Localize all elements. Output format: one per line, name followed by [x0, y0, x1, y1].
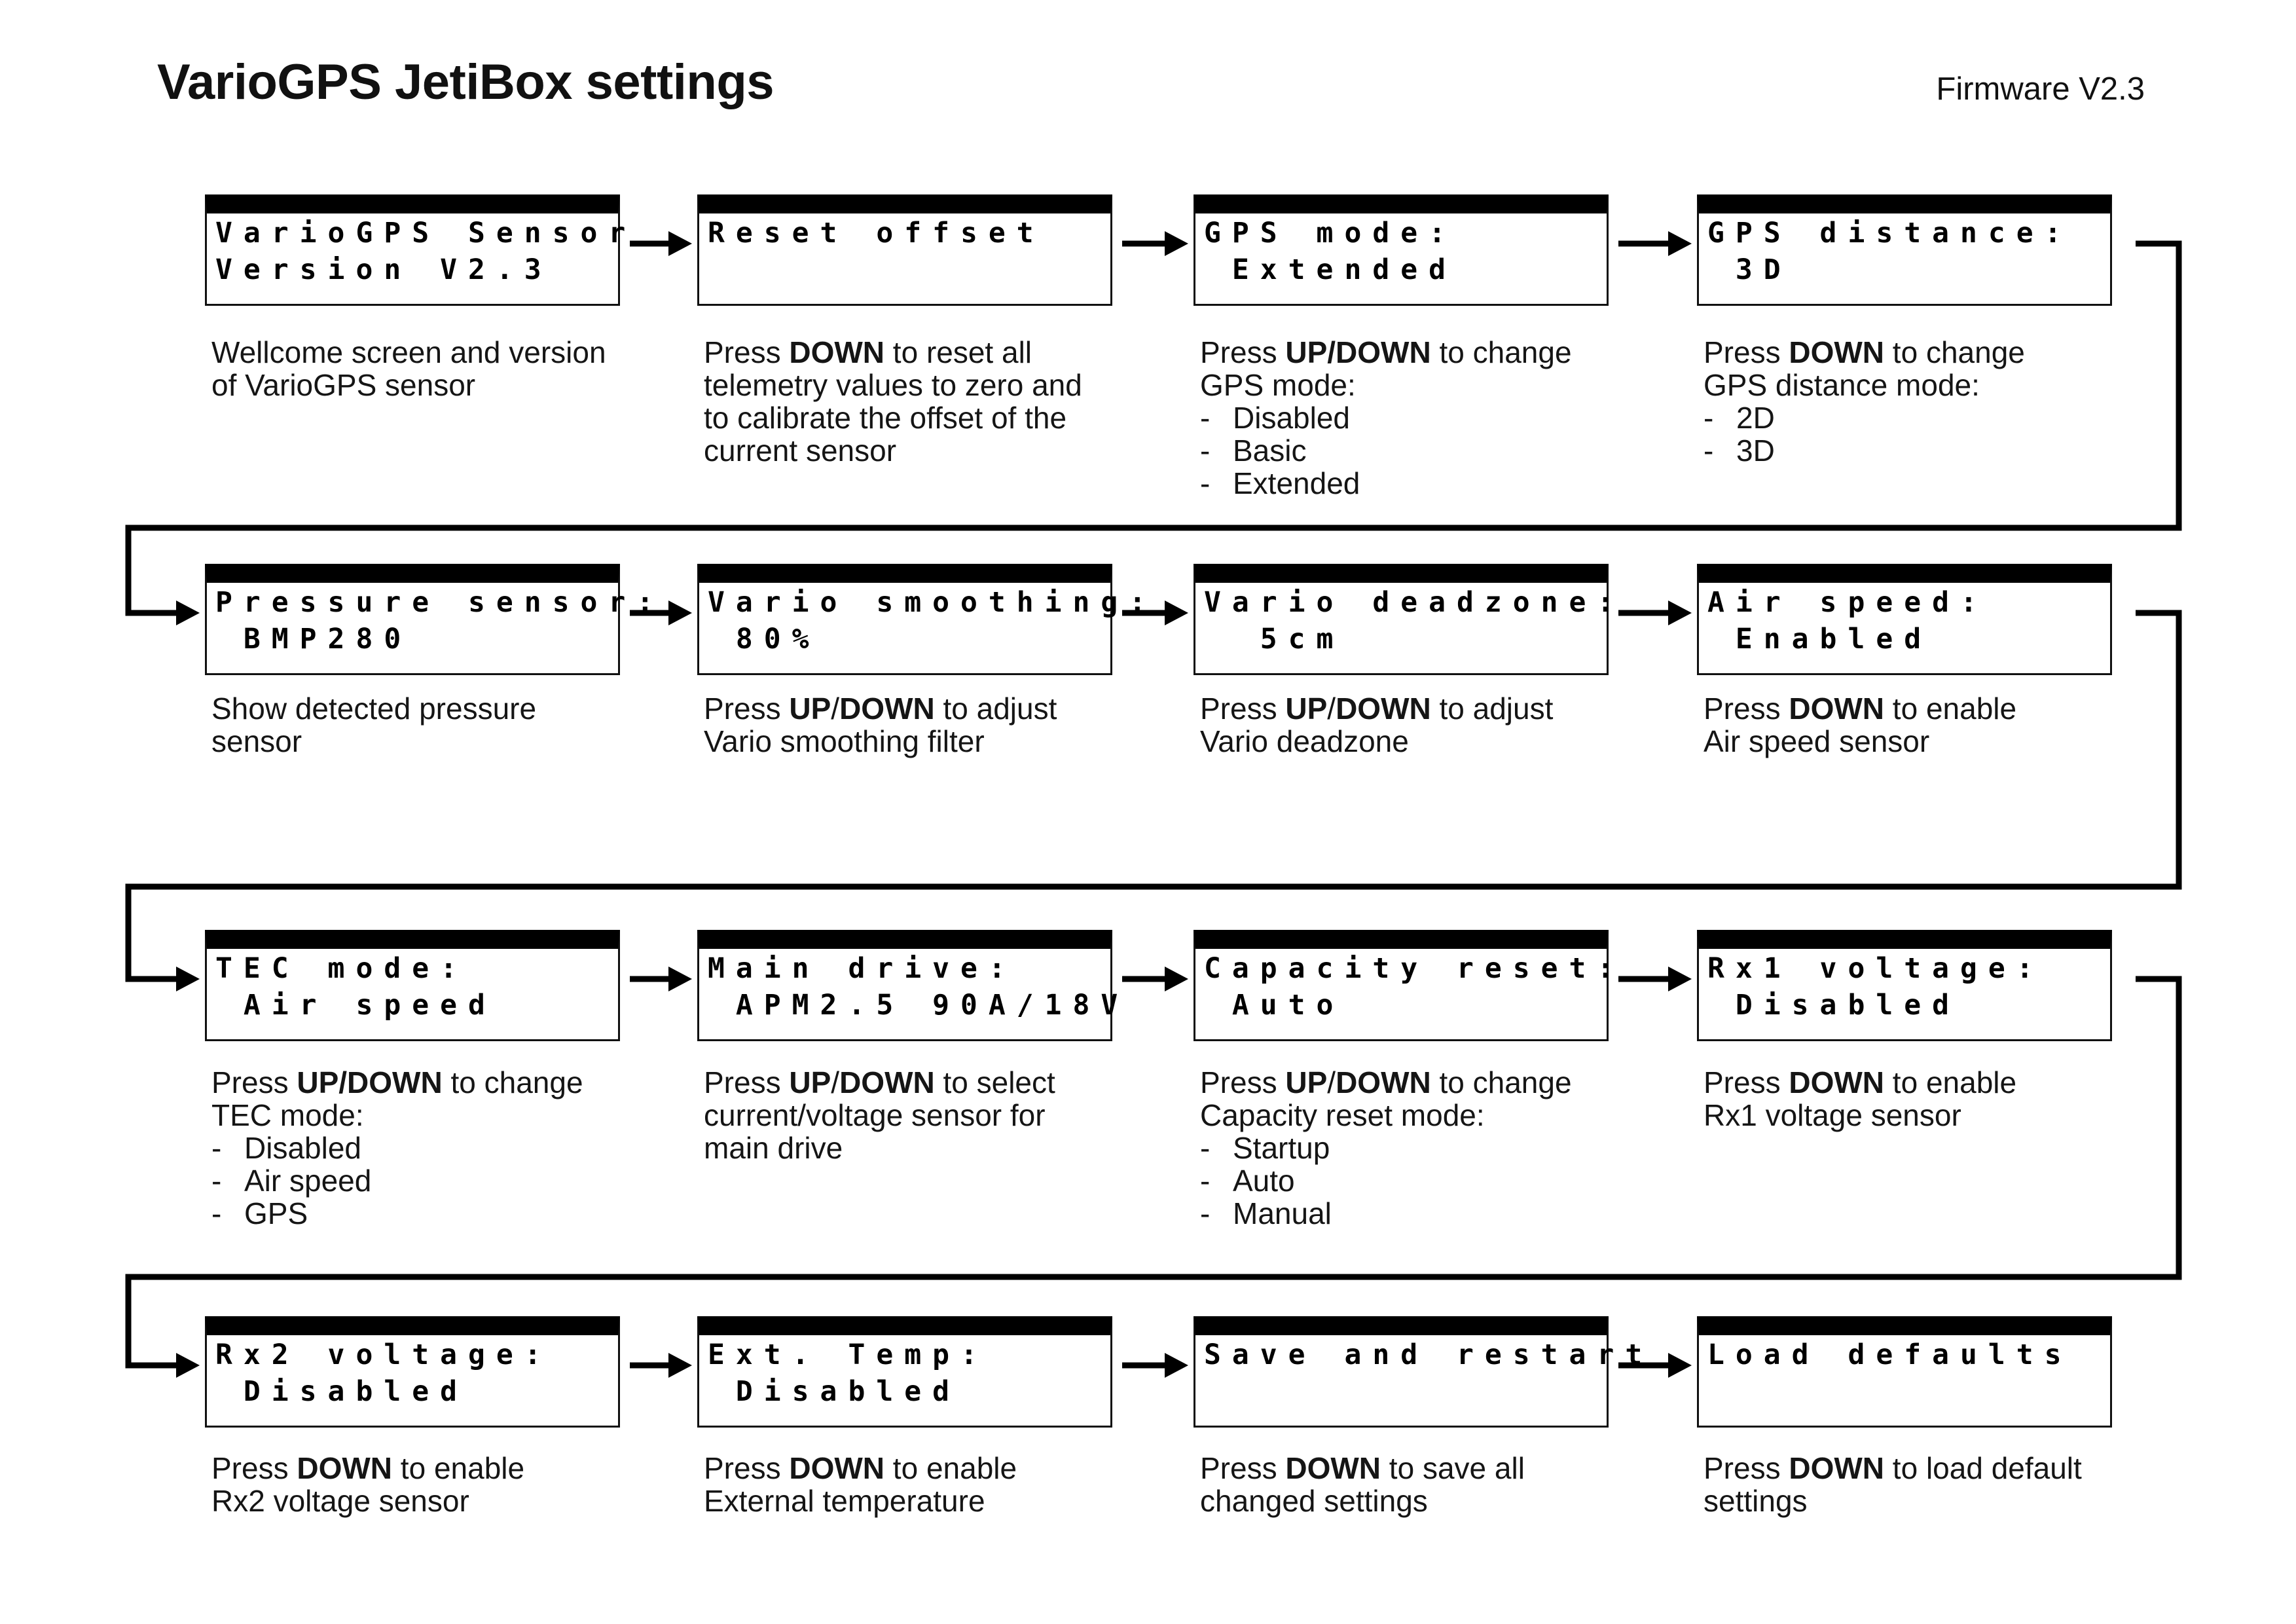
description-text: current sensor	[704, 434, 897, 468]
description-text: to adjust	[934, 692, 1057, 726]
description-text: Press	[1200, 692, 1286, 726]
description-text: to enable	[1884, 1065, 2017, 1099]
jetibox-screen	[1697, 930, 2112, 1041]
description-line	[704, 692, 1149, 725]
screen-line-1: GPS distance:	[1707, 217, 2073, 249]
description-line	[704, 1452, 1149, 1485]
step-description	[211, 1066, 657, 1230]
screen-line-1: Load defaults	[1707, 1338, 2073, 1371]
flow-arrowhead	[176, 967, 200, 991]
option-item	[1200, 1197, 1645, 1230]
key-name: DOWN	[789, 335, 885, 369]
key-name: UP	[1285, 692, 1328, 726]
option-label: Auto	[1233, 1164, 1295, 1198]
description-text: current/voltage sensor for	[704, 1098, 1046, 1132]
screen-line-1: Vario smoothing:	[708, 586, 1157, 619]
key-name: DOWN	[1789, 335, 1885, 369]
description-line	[1704, 692, 2149, 725]
key-name: DOWN	[297, 1451, 393, 1485]
description-text: /	[831, 692, 840, 726]
option-bullet: -	[211, 1164, 222, 1198]
description-line	[1704, 1099, 2149, 1132]
description-text: GPS distance mode:	[1704, 368, 1980, 402]
description-line	[704, 401, 1149, 434]
option-bullet: -	[1200, 1164, 1211, 1198]
key-name: DOWN	[1789, 692, 1885, 726]
step-description	[1704, 692, 2149, 758]
screen-line-1: Main drive:	[708, 952, 1017, 985]
description-line	[1200, 1452, 1645, 1485]
option-label: GPS	[244, 1196, 308, 1230]
description-line	[704, 1132, 1149, 1164]
description-line	[1704, 336, 2149, 369]
description-text: settings	[1704, 1484, 1808, 1518]
description-line	[704, 369, 1149, 401]
option-bullet: -	[1200, 466, 1211, 500]
description-text: to reset all	[884, 335, 1032, 369]
description-text: to enable	[884, 1451, 1017, 1485]
jetibox-screen	[1194, 194, 1609, 306]
screen-line-2: Disabled	[1707, 989, 1960, 1022]
screen-line-1: Save and restart	[1204, 1338, 1654, 1371]
page-title: VarioGPS JetiBox settings	[157, 54, 774, 110]
description-line	[704, 434, 1149, 467]
step-description	[211, 1452, 657, 1517]
description-text: to change	[1430, 1065, 1572, 1099]
flow-arrow	[1618, 231, 1692, 256]
description-text: to adjust	[1430, 692, 1554, 726]
description-line	[1200, 1485, 1645, 1517]
jetibox-screen	[205, 564, 665, 675]
screen-line-2: Disabled	[215, 1375, 468, 1408]
description-text: to enable	[1884, 692, 2017, 726]
option-bullet: -	[1200, 401, 1211, 435]
jetibox-screen	[1697, 194, 2112, 306]
description-text: Press	[704, 1065, 790, 1099]
flow-arrowhead	[176, 1353, 200, 1378]
jetibox-screen	[1194, 930, 1626, 1041]
option-item	[1704, 434, 2149, 467]
description-line	[211, 725, 657, 758]
description-text: Press	[1704, 692, 1789, 726]
description-text: Press	[1200, 1065, 1286, 1099]
step-description	[704, 692, 1149, 758]
option-bullet: -	[1200, 434, 1211, 468]
description-line	[704, 1066, 1149, 1099]
screen-line-1: Rx1 voltage:	[1707, 952, 2045, 985]
jetibox-screen	[1194, 564, 1626, 675]
jetibox-screen	[697, 194, 1112, 306]
description-text: Vario deadzone	[1200, 724, 1409, 758]
option-list	[1200, 401, 1645, 500]
description-text: to calibrate the offset of the	[704, 401, 1067, 435]
description-text: Press	[1200, 1451, 1286, 1485]
option-item	[211, 1164, 657, 1197]
description-line	[1200, 1099, 1645, 1132]
option-item	[1200, 1164, 1645, 1197]
option-label: Disabled	[244, 1131, 361, 1165]
step-description	[211, 336, 657, 401]
description-text: /	[1327, 1065, 1336, 1099]
description-line	[211, 336, 657, 369]
key-name: UP	[789, 1065, 831, 1099]
screen-line-2: APM2.5 90A/18V	[708, 989, 1129, 1022]
description-line	[1704, 725, 2149, 758]
jetibox-screen	[205, 194, 637, 306]
key-name: DOWN	[1789, 1451, 1885, 1485]
step-description	[1704, 1452, 2149, 1517]
jetibox-screen	[697, 1316, 1112, 1428]
jetibox-screen	[1194, 1316, 1654, 1428]
screen-line-2: Enabled	[1707, 623, 1933, 655]
flow-arrow	[630, 231, 692, 256]
description-text: Rx1 voltage sensor	[1704, 1098, 1961, 1132]
option-item	[211, 1132, 657, 1164]
option-item	[1200, 467, 1645, 500]
description-text: to select	[934, 1065, 1055, 1099]
screen-line-2: BMP280	[215, 623, 412, 655]
description-line	[211, 1099, 657, 1132]
description-text: to load default	[1884, 1451, 2082, 1485]
step-description	[704, 1066, 1149, 1164]
description-text: changed settings	[1200, 1484, 1428, 1518]
jetibox-screen	[205, 930, 620, 1041]
option-label: Extended	[1233, 466, 1360, 500]
description-line	[1704, 1066, 2149, 1099]
option-label: 2D	[1736, 401, 1775, 435]
description-line	[211, 369, 657, 401]
key-name: DOWN	[1336, 1065, 1431, 1099]
screen-line-1: Reset offset	[708, 217, 1045, 249]
step-description	[1200, 1452, 1645, 1517]
screen-line-1: Pressure sensor:	[215, 586, 665, 619]
option-label: Basic	[1233, 434, 1307, 468]
description-text: telemetry values to zero and	[704, 368, 1082, 402]
description-text: Press	[1200, 335, 1286, 369]
step-description	[211, 692, 657, 758]
description-line	[704, 1485, 1149, 1517]
key-name: DOWN	[839, 1065, 935, 1099]
key-name: DOWN	[1285, 1451, 1381, 1485]
description-text: Air speed sensor	[1704, 724, 1930, 758]
screen-line-2: 5cm	[1204, 623, 1345, 655]
screen-line-1: GPS mode:	[1204, 217, 1457, 249]
firmware-version: Firmware V2.3	[1936, 71, 2145, 107]
description-line	[704, 336, 1149, 369]
screen-line-1: VarioGPS Sensor	[215, 217, 637, 249]
option-bullet: -	[1704, 401, 1714, 435]
description-line	[1200, 692, 1645, 725]
description-text: main drive	[704, 1131, 843, 1165]
description-line	[211, 1066, 657, 1099]
description-line	[1704, 369, 2149, 401]
description-text: sensor	[211, 724, 302, 758]
option-label: Air speed	[244, 1164, 372, 1198]
option-item	[1200, 1132, 1645, 1164]
step-description	[1704, 1066, 2149, 1132]
key-name: DOWN	[839, 692, 935, 726]
description-text: of VarioGPS sensor	[211, 368, 476, 402]
option-item	[211, 1197, 657, 1230]
step-description	[1200, 336, 1645, 500]
description-text: TEC mode:	[211, 1098, 364, 1132]
step-description	[1200, 692, 1645, 758]
option-bullet: -	[211, 1196, 222, 1230]
description-line	[1200, 1066, 1645, 1099]
description-text: Press	[1704, 335, 1789, 369]
key-name: DOWN	[789, 1451, 885, 1485]
option-item	[1200, 401, 1645, 434]
option-list	[1704, 401, 2149, 467]
description-text: to enable	[392, 1451, 525, 1485]
screen-line-2: 80%	[708, 623, 820, 655]
description-text: /	[1327, 692, 1336, 726]
screen-line-2: 3D	[1707, 253, 1792, 286]
description-text: to change	[1430, 335, 1572, 369]
step-description	[704, 1452, 1149, 1517]
flow-arrow	[1618, 600, 1692, 625]
description-text: Capacity reset mode:	[1200, 1098, 1485, 1132]
option-list	[1200, 1132, 1645, 1230]
description-text: Press	[211, 1451, 297, 1485]
description-line	[1200, 369, 1645, 401]
description-line	[1200, 725, 1645, 758]
description-text: Press	[704, 1451, 790, 1485]
screen-line-2: Auto	[1204, 989, 1345, 1022]
key-name: UP	[789, 692, 831, 726]
step-description	[1200, 1066, 1645, 1230]
flow-arrowhead	[176, 600, 200, 625]
description-text: Press	[1704, 1451, 1789, 1485]
option-label: Manual	[1233, 1196, 1332, 1230]
description-text: Press	[704, 692, 790, 726]
description-line	[1704, 1485, 2149, 1517]
option-item	[1704, 401, 2149, 434]
description-line	[1704, 1452, 2149, 1485]
jetibox-screen	[697, 564, 1157, 675]
screen-line-2: Air speed	[215, 989, 496, 1022]
flow-arrow	[1122, 1353, 1188, 1378]
description-text: /	[831, 1065, 840, 1099]
option-label: 3D	[1736, 434, 1775, 468]
option-label: Startup	[1233, 1131, 1330, 1165]
flow-arrow	[1122, 967, 1188, 991]
description-line	[704, 725, 1149, 758]
screen-line-1: Rx2 voltage:	[215, 1338, 553, 1371]
description-line	[211, 1485, 657, 1517]
key-name: UP/DOWN	[297, 1065, 443, 1099]
option-bullet: -	[1704, 434, 1714, 468]
jetibox-screen	[1697, 1316, 2112, 1428]
screen-line-1: TEC mode:	[215, 952, 468, 985]
description-text: Press	[704, 335, 790, 369]
screen-line-1: Vario deadzone:	[1204, 586, 1626, 619]
key-name: DOWN	[1336, 692, 1431, 726]
description-line	[211, 692, 657, 725]
description-text: GPS mode:	[1200, 368, 1356, 402]
screen-line-2: Version V2.3	[215, 253, 553, 286]
screen-line-1: Capacity reset:	[1204, 952, 1626, 985]
description-line	[704, 1099, 1149, 1132]
description-text: to change	[1884, 335, 2025, 369]
description-text: to save all	[1381, 1451, 1525, 1485]
description-text: Show detected pressure	[211, 692, 537, 726]
flow-arrow	[630, 967, 692, 991]
description-text: External temperature	[704, 1484, 985, 1518]
step-description	[704, 336, 1149, 467]
description-text: Rx2 voltage sensor	[211, 1484, 469, 1518]
flow-arrow	[1122, 231, 1188, 256]
description-line	[211, 1452, 657, 1485]
key-name: DOWN	[1789, 1065, 1885, 1099]
flow-arrow	[630, 1353, 692, 1378]
description-text: Press	[211, 1065, 297, 1099]
description-text: to change	[442, 1065, 583, 1099]
description-line	[1200, 336, 1645, 369]
key-name: UP	[1285, 1065, 1328, 1099]
screen-line-2: Disabled	[708, 1375, 960, 1408]
option-list	[211, 1132, 657, 1230]
option-bullet: -	[211, 1131, 222, 1165]
screen-line-2: Extended	[1204, 253, 1457, 286]
screen-line-1: Air speed:	[1707, 586, 1988, 619]
option-bullet: -	[1200, 1196, 1211, 1230]
screen-line-1: Ext. Temp:	[708, 1338, 989, 1371]
option-label: Disabled	[1233, 401, 1350, 435]
jetibox-screen	[205, 1316, 620, 1428]
description-text: Wellcome screen and version	[211, 335, 606, 369]
key-name: UP/DOWN	[1285, 335, 1431, 369]
description-text: Vario smoothing filter	[704, 724, 985, 758]
flow-arrow	[1618, 967, 1692, 991]
jetibox-screen	[697, 930, 1129, 1041]
jetibox-screen	[1697, 564, 2112, 675]
step-description	[1704, 336, 2149, 467]
option-item	[1200, 434, 1645, 467]
description-text: Press	[1704, 1065, 1789, 1099]
option-bullet: -	[1200, 1131, 1211, 1165]
